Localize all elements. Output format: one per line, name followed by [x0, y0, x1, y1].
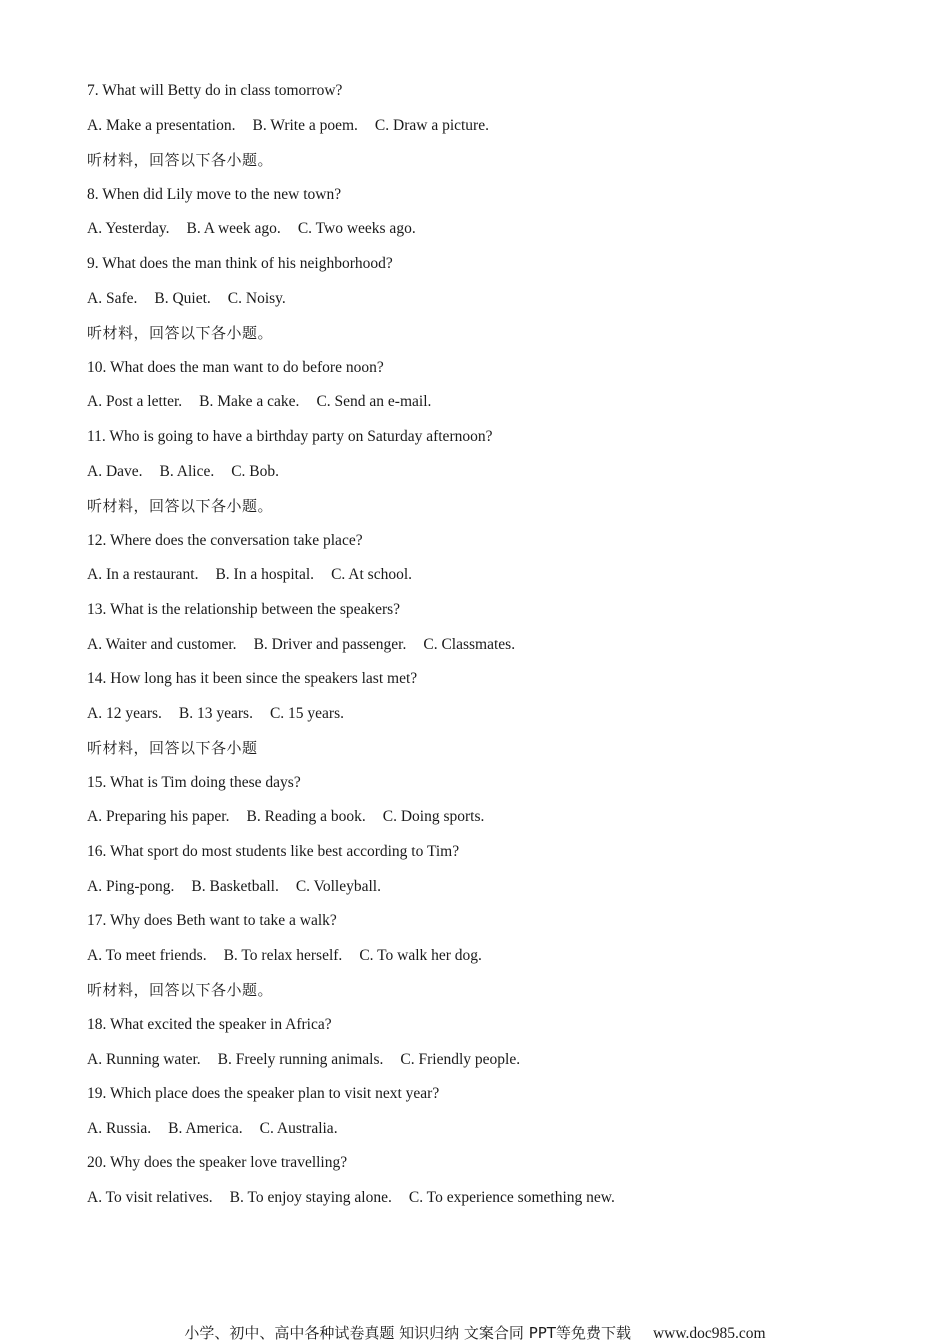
answer-option: A. To meet friends. — [87, 946, 207, 964]
answer-option: B. A week ago. — [186, 220, 281, 238]
answer-options — [87, 389, 887, 424]
answer-option: B. Driver and passenger. — [253, 635, 407, 653]
answer-option: A. Safe. — [87, 289, 138, 307]
answer-option: C. Doing sports. — [382, 808, 485, 826]
section-instruction: 听材料，回答以下各小题。 — [87, 324, 274, 343]
answer-option: A. Ping-pong. — [87, 877, 175, 895]
answer-options — [87, 632, 887, 667]
answer-option: A. Yesterday. — [87, 220, 170, 238]
answer-option: A. In a restaurant. — [87, 566, 199, 584]
answer-option: A. Preparing his paper. — [87, 808, 230, 826]
answer-option: B. Basketball. — [191, 877, 279, 895]
question-text: 9. What does the man think of his neighborhood? — [87, 254, 393, 272]
answer-option: C. Draw a picture. — [374, 116, 489, 134]
answer-options — [87, 459, 887, 494]
question-text: 11. Who is going to have a birthday party on Saturday afternoon? — [87, 427, 493, 445]
answer-options — [87, 113, 887, 148]
answer-option: C. Noisy. — [227, 289, 286, 307]
answer-option: B. Quiet. — [154, 289, 211, 307]
answer-option: A. Post a letter. — [87, 393, 183, 411]
answer-options — [87, 286, 887, 321]
answer-option: B. Write a poem. — [252, 116, 358, 134]
answer-options — [87, 804, 887, 839]
section-instruction: 听材料，回答以下各小题。 — [87, 981, 274, 1000]
question-text: 13. What is the relationship between the speakers? — [87, 600, 401, 618]
question-text: 18. What excited the speaker in Africa? — [87, 1016, 332, 1034]
question-text: 17. Why does Beth want to take a walk? — [87, 912, 337, 930]
exam-page — [87, 78, 887, 1220]
section-instruction: 听材料，回答以下各小题。 — [87, 151, 274, 170]
answer-option: B. Make a cake. — [199, 393, 300, 411]
answer-option: A. Waiter and customer. — [87, 635, 237, 653]
answer-option: B. Reading a book. — [246, 808, 366, 826]
answer-option: C. To walk her dog. — [359, 946, 482, 964]
answer-options — [87, 943, 887, 978]
question-text: 15. What is Tim doing these days? — [87, 773, 301, 791]
page-footer — [0, 1322, 950, 1343]
question-text: 16. What sport do most students like best according to Tim? — [87, 843, 460, 861]
answer-option: A. Dave. — [87, 462, 143, 480]
footer-url[interactable]: www.doc985.com — [652, 1325, 766, 1342]
answer-option: C. Classmates. — [423, 635, 516, 653]
answer-option: C. Send an e-mail. — [316, 393, 432, 411]
answer-options — [87, 874, 887, 909]
answer-option: C. To experience something new. — [408, 1189, 615, 1206]
answer-option: A. Russia. — [87, 1119, 152, 1137]
answer-options — [87, 1047, 887, 1082]
question-text: 14. How long has it been since the speakers last met? — [87, 670, 418, 688]
answer-options — [87, 701, 887, 736]
answer-option: C. Bob. — [231, 462, 280, 480]
answer-options — [87, 1116, 887, 1151]
answer-options — [87, 216, 887, 251]
answer-option: C. Friendly people. — [400, 1050, 521, 1068]
answer-option: C. At school. — [331, 566, 413, 584]
answer-options — [87, 1185, 887, 1220]
answer-option: A. Running water. — [87, 1050, 201, 1068]
question-text: 19. Which place does the speaker plan to visit next year? — [87, 1085, 440, 1103]
question-text: 10. What does the man want to do before noon? — [87, 358, 384, 376]
answer-option: B. To enjoy staying alone. — [229, 1189, 392, 1206]
question-text: 12. Where does the conversation take place? — [87, 531, 363, 549]
section-instruction: 听材料，回答以下各小题。 — [87, 497, 274, 516]
answer-option: C. Two weeks ago. — [297, 220, 416, 238]
answer-option: B. America. — [168, 1119, 243, 1137]
answer-option: B. In a hospital. — [215, 566, 315, 584]
answer-option: A. 12 years. — [87, 704, 162, 722]
answer-options — [87, 562, 887, 597]
answer-option: B. Freely running animals. — [217, 1050, 384, 1068]
answer-option: C. Australia. — [259, 1119, 338, 1137]
answer-option: A. Make a presentation. — [87, 116, 236, 134]
answer-option: B. 13 years. — [178, 704, 253, 722]
answer-option: B. To relax herself. — [223, 946, 343, 964]
answer-option: C. 15 years. — [269, 704, 344, 722]
section-instruction: 听材料，回答以下各小题 — [87, 739, 258, 758]
answer-option: C. Volleyball. — [295, 877, 381, 895]
answer-option: A. To visit relatives. — [87, 1189, 213, 1206]
question-text: 20. Why does the speaker love travelling? — [87, 1154, 348, 1172]
footer-text: 小学、初中、高中各种试卷真题 知识归纳 文案合同 PPT等免费下载 — [184, 1324, 631, 1342]
question-text: 7. What will Betty do in class tomorrow? — [87, 82, 343, 99]
answer-option: B. Alice. — [159, 462, 215, 480]
question-text: 8. When did Lily move to the new town? — [87, 185, 342, 203]
